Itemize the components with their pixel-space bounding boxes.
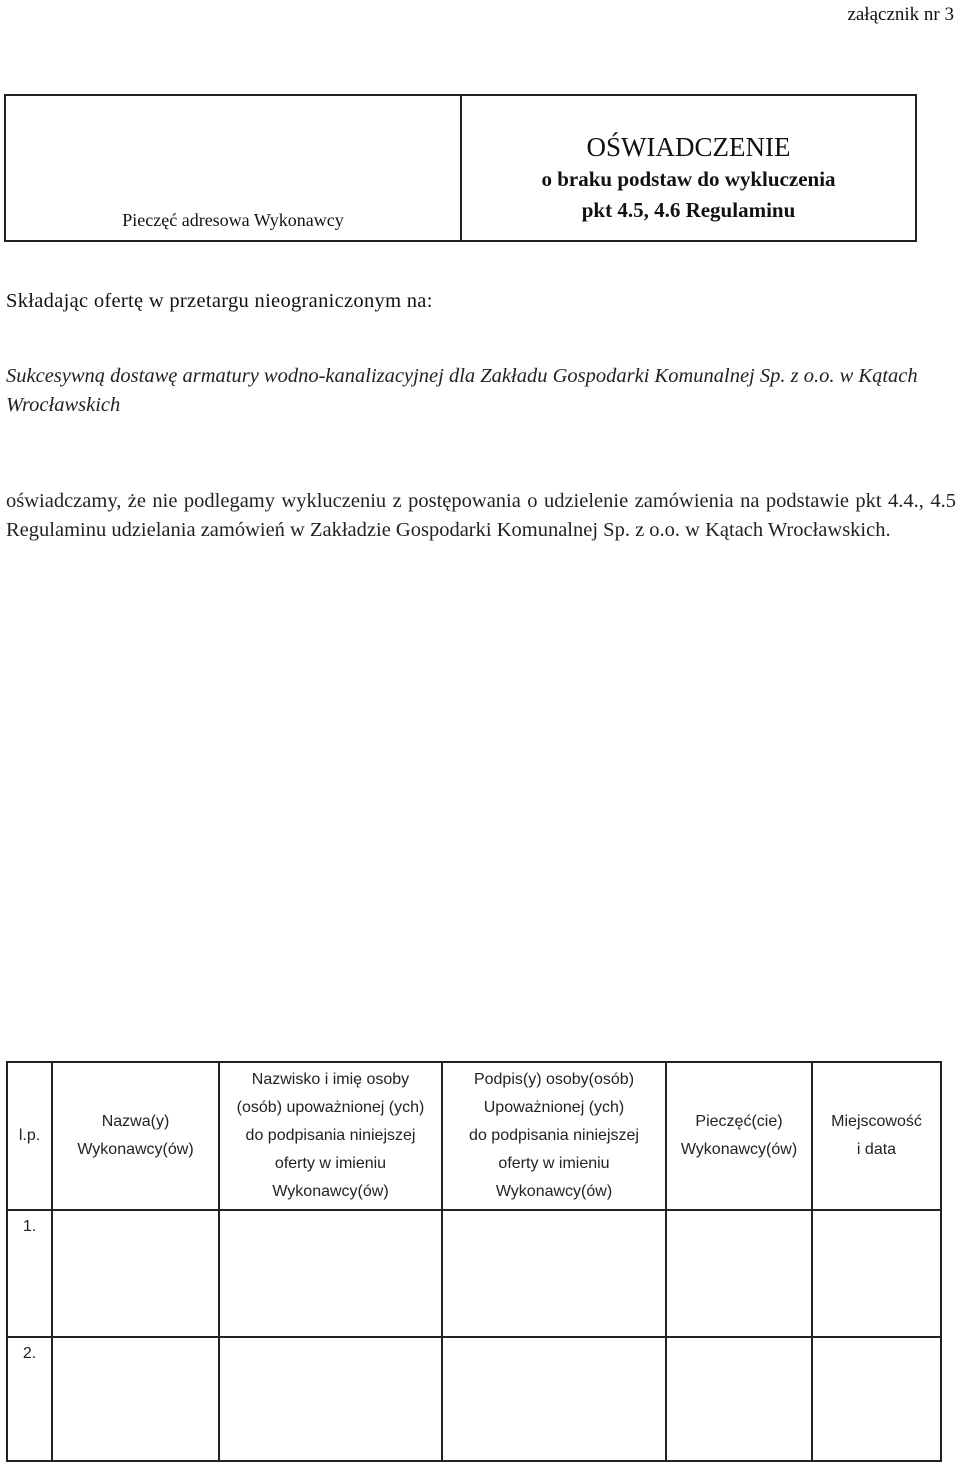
header-contractor-name: Nazwa(y) Wykonawcy(ów): [52, 1062, 219, 1210]
table-row: [7, 1210, 941, 1337]
signature-table: [6, 1061, 942, 1462]
cell-contractor-name[interactable]: [52, 1210, 219, 1337]
row-number: 2.: [7, 1337, 52, 1461]
cell-place-date[interactable]: [812, 1337, 941, 1461]
cell-signature[interactable]: [442, 1337, 666, 1461]
stamp-label: Pieczęć adresowa Wykonawcy: [122, 210, 344, 230]
header-place-date: Miejscowość i data: [812, 1062, 941, 1210]
header-lp: l.p.: [7, 1062, 52, 1210]
cell-signature[interactable]: [442, 1210, 666, 1337]
stamp-cell: [6, 96, 462, 240]
cell-stamp[interactable]: [666, 1337, 812, 1461]
tender-subject: Sukcesywną dostawę armatury wodno-kanalizacyjnej dla Zakładu Gospodarki Komunalnej Sp. z o.o. w Kątach Wrocławskich: [6, 365, 918, 416]
row-number: 1.: [7, 1210, 52, 1337]
title-cell: [462, 96, 915, 240]
cell-authorized-person[interactable]: [219, 1337, 442, 1461]
header-box: [4, 94, 917, 242]
table-header-row: [7, 1062, 941, 1210]
header-authorized-person: Nazwisko i imię osoby (osób) upoważnionej (ych) do podpisania niniejszej oferty w imieniu Wykonawcy(ów): [219, 1062, 442, 1210]
cell-place-date[interactable]: [812, 1210, 941, 1337]
intro-text: Składając ofertę w przetargu nieograniczonym na:: [6, 290, 433, 312]
annex-label: załącznik nr 3: [847, 4, 954, 25]
declaration-text: oświadczamy, że nie podlegamy wykluczeniu z postępowania o udzielenie zamówienia na podstawie pkt 4.4., 4.5 Regulaminu udzielania zamówień w Zakładzie Gospodarki Komunalnej Sp. z o.o. w Kątach Wrocławskich.: [6, 490, 956, 541]
header-stamp: Pieczęć(cie) Wykonawcy(ów): [666, 1062, 812, 1210]
header-signature: Podpis(y) osoby(osób) Upoważnionej (ych) do podpisania niniejszej oferty w imieniu Wykonawcy(ów): [442, 1062, 666, 1210]
table-row: [7, 1337, 941, 1461]
document-subtitle-1: o braku podstaw do wykluczenia: [541, 167, 836, 191]
cell-stamp[interactable]: [666, 1210, 812, 1337]
cell-authorized-person[interactable]: [219, 1210, 442, 1337]
cell-contractor-name[interactable]: [52, 1337, 219, 1461]
document-subtitle-2: pkt 4.5, 4.6 Regulaminu: [581, 198, 796, 222]
document-title: OŚWIADCZENIE: [586, 132, 791, 162]
